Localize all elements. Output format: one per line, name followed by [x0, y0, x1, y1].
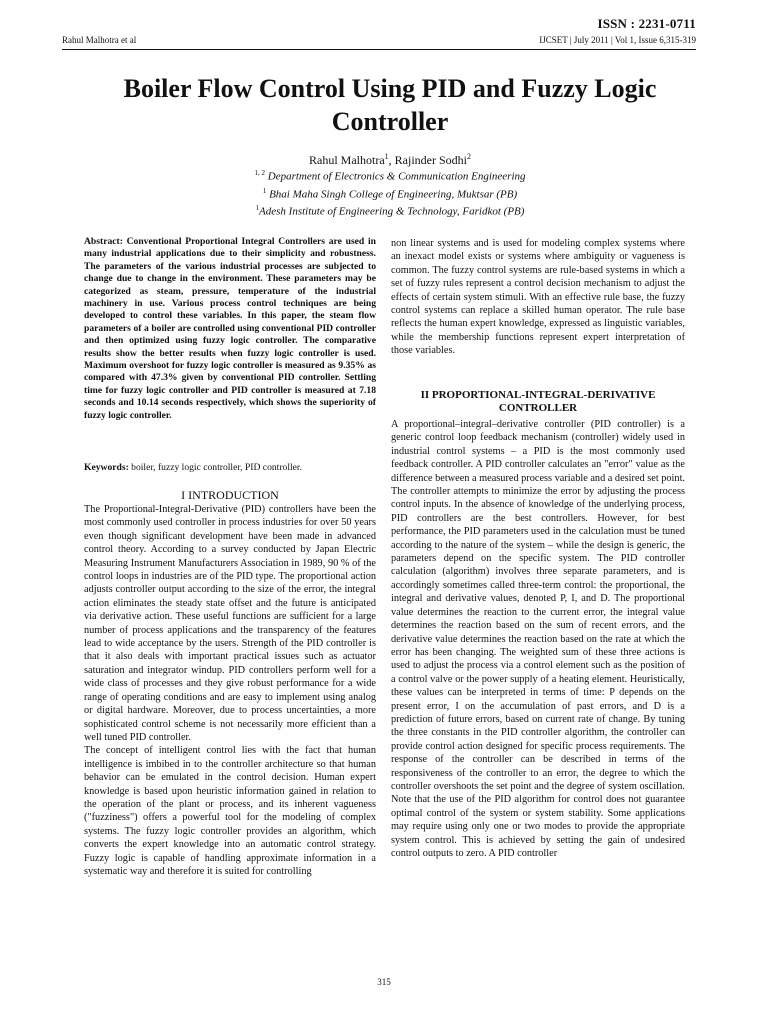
- pid-section-body: [391, 418, 685, 860]
- paper-title: Boiler Flow Control Using PID and Fuzzy Logic Controller: [123, 74, 657, 136]
- keywords-text: boiler, fuzzy logic controller, PID controller.: [131, 462, 302, 473]
- affiliation-text: Bhai Maha Singh College of Engineering, Muktsar (PB): [269, 188, 518, 201]
- author-line: [100, 150, 680, 167]
- section-heading-pid: II PROPORTIONAL-INTEGRAL-DERIVATIVE CONTROLLER: [420, 389, 656, 414]
- affiliation-sup: 1, 2: [254, 169, 265, 177]
- paragraph: A proportional–integral–derivative controller (PID controller) is a generic control loop feedback mechanism (controller) widely used in industrial control systems – a PID is the most commonly used feedback controller. A PID controller calculates an "error" value as the difference between a measured process variable and a desired set point. The controller attempts to minimize the error by adjusting the process control inputs. In the absence of knowledge of the underlying process, PID controllers are the best controllers. However, for best performance, the PID parameters used in the calculation must be tuned according to the nature of the system – while the design is generic, the parameters depend on the specific system. The PID controller calculation (algorithm) involves three separate parameters, and is accordingly sometimes called three-term control: the proportional, the integral and derivative values, denoted P, I, and D. The proportional value determines the reaction to the current error, the integral value determines the reaction based on the sum of recent errors, and the derivative value determines the reaction based on the rate at which the error has been changing. The weighted sum of these three actions is used to adjust the process via a control element such as the position of a control valve or the power supply of a heating element. Heuristically, these values can be interpreted in terms of time: P depends on the present error, I on the accumulation of past errors, and D is a prediction of future errors, based on current rate of change. By tuning the three constants in the PID controller algorithm, the controller can provide control action designed for specific process requirements. The response of the controller can be described in terms of the responsiveness of the controller to an error, the degree to which the controller overshoots the set point and the degree of system oscillation. Note that the use of the PID algorithm for control does not guarantee optimal control of the system or system stability. Some applications may require using only one or two modes to provide the appropriate system control. This is achieved by setting the gain of undesired control outputs to zero. A PID controller: [391, 419, 685, 859]
- running-author: Rahul Malhotra et al: [62, 35, 137, 45]
- affiliation-text: Adesh Institute of Engineering & Technology, Faridkot (PB): [259, 205, 525, 218]
- header-rule: [62, 49, 696, 50]
- section-heading-introduction: I INTRODUCTION: [181, 488, 279, 502]
- author-sup: 2: [466, 152, 471, 161]
- author-separator: ,: [388, 153, 395, 167]
- issn-label: ISSN : 2231-0711: [597, 16, 696, 31]
- journal-citation: IJCSET | July 2011 | Vol 1, Issue 6,315-319: [539, 35, 696, 45]
- affiliations: [100, 166, 680, 219]
- right-column-intro: [391, 237, 685, 358]
- paragraph: The Proportional-Integral-Derivative (PID) controllers have been the most commonly used controller in process industries for over 50 years even though significant development have been made in advanced control theory. According to a survey conducted by Japan Electric Measuring Instrument Manufacturers Association in 1989, 90 % of the control loops in industries are of the PID type. The proportional action adjusts controller output according to the size of the error, the integral action eliminates the steady state offset and the future is anticipated via derivative action. These useful functions are sufficient for a large number of process applications and the transparency of the features lead to wide acceptance by the users. Strength of the PID controller is that it also deals with important practical issues such as actuator saturation and integrator windup. PID controllers perform well for a wide class of processes and they give robust performance for a wide range of operating conditions and are easy to implement using analog or digital hardware. Moreover, due to process uncertainties, a more sophisticated control scheme is not necessarily more efficient than a well tuned PID controller.: [84, 504, 376, 743]
- affiliation-line: [100, 166, 680, 184]
- affiliation-sup: 1: [262, 186, 267, 195]
- introduction-body: [84, 503, 376, 878]
- page-number: 315: [377, 977, 391, 987]
- paragraph: non linear systems and is used for modeling complex systems where an inexact model exists or systems where ambiguity or vagueness is common. The fuzzy control systems are rule-based systems in which a set of fuzzy rules represent a control decision mechanism to adjust the effects of certain system stimuli. With an effective rule base, the fuzzy control systems can replace a skilled human operator. The rule base reflects the human expert knowledge, expressed as linguistic variables, while the membership functions represent expert interpretation of those variables.: [391, 238, 685, 357]
- author-name: Rahul Malhotra: [309, 153, 385, 167]
- affiliation-text: Department of Electronics & Communication Engineering: [267, 170, 526, 183]
- author-name: Rajinder Sodhi: [394, 153, 467, 167]
- keywords: [84, 462, 376, 473]
- affiliation-line: [100, 184, 680, 202]
- affiliation-sup: 1: [255, 204, 260, 213]
- paragraph: The concept of intelligent control lies with the fact that human intelligence is imbibed in to the controller architecture so that human behavior can be emulated in the control decision. Human expert knowledge is based upon heuristic information gained in relation to the operation of the plant or process, and its inherent vagueness ("fuzziness") offers a powerful tool for the modeling of complex systems. The fuzzy logic controller provides an algorithm, which converts the expert knowledge into an automatic control strategy. Fuzzy logic is capable of handling approximate information in a systematic way and therefore it is suited for controlling: [84, 745, 376, 877]
- abstract: Abstract: Conventional Proportional Integral Controllers are used in many industrial applications due to their simplicity and robustness. The parameters of the various industrial processes are subjected to change due to change in the environment. These parameters may be categorized as steam, pressure, temperature of the industrial machinery in use. Various process control techniques are being developed to control these variables. In this paper, the steam flow parameters of a boiler are controlled using conventional PID controller and then optimized using fuzzy logic controller. The comparative results show the better results when fuzzy logic controller is used. Maximum overshoot for fuzzy logic controller is measured as 9.35% as compared with 47.3% given by conventional PID controller. Settling time for fuzzy logic controller and PID controller is measured at 7.18 seconds and 10.14 seconds respectively, which shows the superiority of fuzzy logic controller.: [84, 236, 376, 421]
- keywords-label: Keywords:: [84, 462, 132, 473]
- affiliation-line: [100, 201, 680, 219]
- author-sup: 1: [384, 152, 389, 161]
